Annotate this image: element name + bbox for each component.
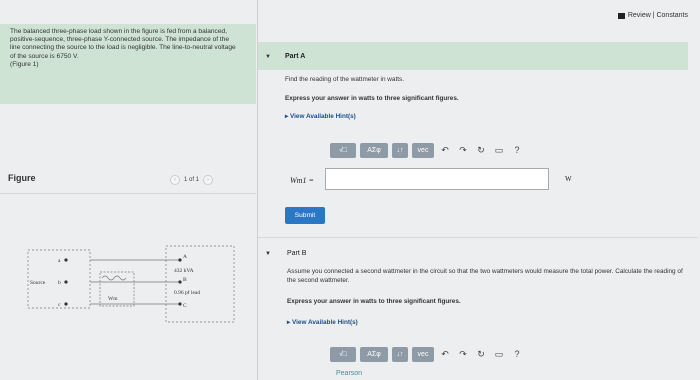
part-b-title[interactable]: Part B (287, 250, 307, 257)
next-figure-button[interactable]: › (203, 175, 213, 185)
wattmeter-label: Wm (108, 296, 118, 302)
part-b-hint-label: View Available Hint(s) (291, 319, 358, 326)
arrows-button[interactable]: ↓↑ (392, 347, 408, 362)
node-c-dot (64, 302, 67, 305)
terminal-A-label: A (183, 254, 187, 260)
figure-reference-link[interactable]: (Figure 1) (10, 60, 39, 68)
redo-icon[interactable]: ↷ (459, 348, 467, 359)
load-pf-label: 0.96 pf lead (174, 290, 201, 296)
hint-arrow-icon: ▸ (285, 113, 290, 120)
source-label: Source (30, 280, 46, 286)
templates-button[interactable]: √□ (330, 143, 356, 158)
arrows-button[interactable]: ↓↑ (392, 143, 408, 158)
submit-button[interactable]: Submit (285, 207, 325, 224)
node-C-dot (178, 302, 181, 305)
figure-heading: Figure (8, 173, 36, 183)
problem-text: The balanced three-phase load shown in the figure is fed from a balanced, positive-sequence, three-phase Y-connected source. The impedance of the line connecting the source to the load is negligible. The line-to-neutral voltage of the source is 6750 V. (10, 28, 236, 60)
templates-button[interactable]: √□ (330, 347, 356, 362)
node-a-label: a (58, 258, 61, 264)
part-b-collapse-icon[interactable]: ▼ (265, 251, 271, 257)
wattmeter-answer-input[interactable] (325, 168, 549, 190)
reset-icon[interactable]: ↻ (477, 348, 485, 359)
part-a-header[interactable] (258, 42, 688, 70)
reset-icon[interactable]: ↻ (477, 144, 485, 155)
terminal-C-label: C (183, 303, 187, 309)
undo-icon[interactable]: ↶ (441, 348, 449, 359)
load-box (166, 246, 234, 322)
greek-symbols-button[interactable]: ΑΣφ (360, 143, 388, 158)
keyboard-icon[interactable]: ▭ (494, 144, 504, 155)
help-icon[interactable]: ? (514, 349, 520, 359)
part-a-question: Find the reading of the wattmeter in watts. (285, 76, 404, 83)
part-b-math-toolbar (330, 344, 524, 364)
hint-arrow-icon: ▸ (287, 319, 292, 326)
help-icon[interactable]: ? (514, 145, 520, 155)
pearson-logo (336, 370, 362, 377)
greek-symbols-button[interactable]: ΑΣφ (360, 347, 388, 362)
vec-button[interactable]: vec (412, 143, 434, 158)
part-a-hint-label: View Available Hint(s) (289, 113, 356, 120)
part-a-hint-link[interactable] (285, 112, 356, 120)
node-a-dot (64, 258, 67, 261)
node-c-label: c (58, 302, 61, 308)
undo-icon[interactable]: ↶ (441, 144, 449, 155)
figure-divider (0, 193, 256, 194)
part-divider (258, 237, 698, 238)
figure-pager (170, 175, 213, 185)
terminal-B-label: B (183, 277, 187, 283)
part-b-question: Assume you connected a second wattmeter in the circuit so that the two wattmeters would measure the total power. Calculate the reading of the second wattmeter. (287, 268, 683, 284)
review-icon (618, 13, 625, 19)
circuit-diagram (20, 238, 260, 338)
wattmeter-coil (102, 276, 126, 280)
part-a-collapse-icon[interactable]: ▼ (265, 54, 271, 60)
load-power-label: 432 kVA (174, 268, 194, 274)
prev-figure-button[interactable]: ‹ (170, 175, 180, 185)
keyboard-icon[interactable]: ▭ (494, 348, 504, 359)
node-A-dot (178, 258, 181, 261)
part-b-hint-link[interactable] (287, 318, 358, 326)
answer-unit: W (565, 175, 572, 183)
redo-icon[interactable]: ↷ (459, 144, 467, 155)
figure-page-indicator: 1 of 1 (184, 177, 200, 183)
node-b-dot (64, 280, 67, 283)
node-b-label: b (58, 280, 61, 286)
part-a-instruction: Express your answer in watts to three significant figures. (285, 95, 459, 102)
review-constants-link[interactable] (618, 12, 688, 19)
part-a-math-toolbar (330, 140, 524, 160)
answer-variable-label: Wm1 = (290, 176, 314, 185)
part-a-title: Part A (285, 53, 306, 60)
problem-statement (0, 24, 256, 104)
pearson-brand: Pearson (336, 370, 363, 377)
part-b-instruction: Express your answer in watts to three significant figures. (287, 298, 461, 305)
node-B-dot (178, 280, 181, 283)
review-constants-label: Review | Constants (627, 12, 688, 19)
vec-button[interactable]: vec (412, 347, 434, 362)
